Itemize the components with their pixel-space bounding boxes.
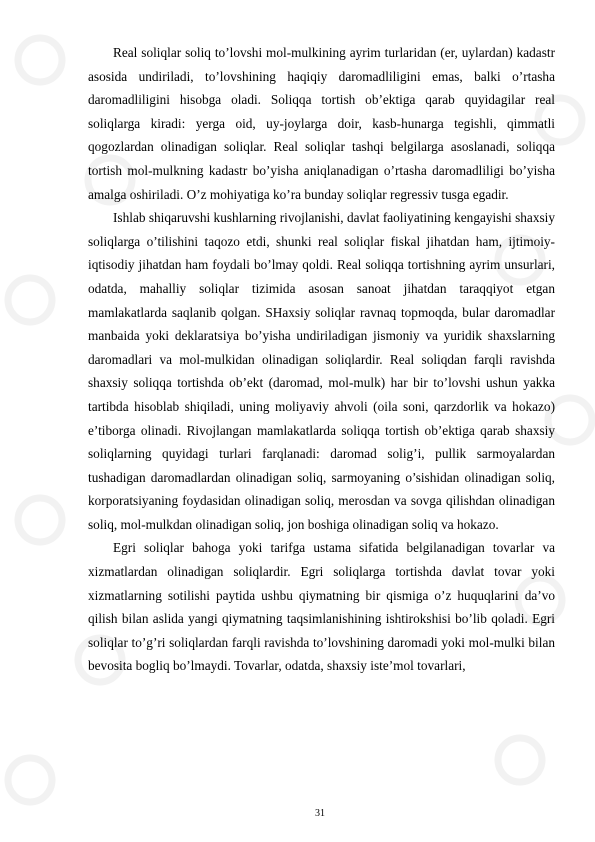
paragraph-indirect-taxes: Egri soliqlar bahoga yoki tarifga ustama sifatida belgilanadigan tovarlar va xizmatlardan olinadigan soliqlardir. Egri soliqlarga tortishda davlat tovar yoki xizmatlarning sotilishi paytida ushbu qiymatning bir qismiga o’z huquqlarini da’vo qilish bilan aslida yangi qiymatning taqsimlanishining ishtirokshisi bo’lib qoladi. Egri soliqlar to’g’ri soliqlardan farqli ravishda to’lovshining daromadi yoki mol-mulki bilan bevosita bogliq bo’lmaydi. Tovarlar, odatda, shaxsiy iste’mol tovarlari,	[88, 540, 555, 674]
paragraph-personal-taxes: Ishlab shiqaruvshi kushlarning rivojlanishi, davlat faoliyatining kengayishi shaxsiy soliqlarga o’tilishini taqozo etdi, shunki real soliqlar fiskal jihatdan ham, ijtimoiy-iqtisodiy jihatdan ham foydali bo’lmay qoldi. Real soliqqa tortishning ayrim unsurlari, odatda, mahalliy soliqlar tizimida asosan sanoat jihatdan taraqqiyot etgan mamlakatlarda saqlanib qolgan. SHaxsiy soliqlar ravnaq topmoqda, bular daromadlar manbaida yoki deklaratsiya bo’yisha undiriladigan jismoniy va yuridik shaxslarning daromadlari va mol-mulkidan olinadigan soliqlardir. Real soliqdan farqli ravishda shaxsiy soliqqa tortishda ob’ekt (daromad, mol-mulk) har bir to’lovshi ushun yakka tartibda hisoblab shiqiladi, uning moliyaviy ahvoli (oila soni, qarzdorlik va hokazo) e’tiborga olinadi. Rivojlangan mamlakatlarda soliqqa tortish ob’ektiga qarab shaxsiy soliqlarning quyidagi turlari farqlanadi: daromad solig’i, pullik sarmoyalardan tushadigan daromadlardan olinadigan soliq, sarmoyaning o’sishidan olinadigan soliq, korporatsiyaning foydasidan olinadigan soliq, merosdan va sovga qilishdan olinadigan soliq, mol-mulkdan olinadigan soliq, jon boshiga olinadigan soliq va hokazo.	[88, 210, 555, 532]
document-body	[88, 41, 555, 678]
page-number: 31	[315, 808, 325, 819]
paragraph-real-taxes: Real soliqlar soliq to’lovshi mol-mulkining ayrim turlaridan (er, uylardan) kadastr asosida undiriladi, to’lovshining haqiqiy daromadliligini emas, balki o’rtasha daromadliligini hisobga oladi. Soliqqa tortish ob’ektiga qarab quyidagilar real soliqlarga kiradi: yerga oid, uy-joylarga doir, kasb-hunarga tegishli, qimmatli qogozlardan olinadigan soliqlar. Real soliqlar tashqi belgilarga asoslanadi, soliqqa tortish mol-mulkning kadastr bo’yisha aniqlanadigan o’rtasha daromadliligi bo’yisha amalga oshiriladi. O’z mohiyatiga ko’ra bunday soliqlar regressiv tusga egadir.	[88, 45, 555, 202]
